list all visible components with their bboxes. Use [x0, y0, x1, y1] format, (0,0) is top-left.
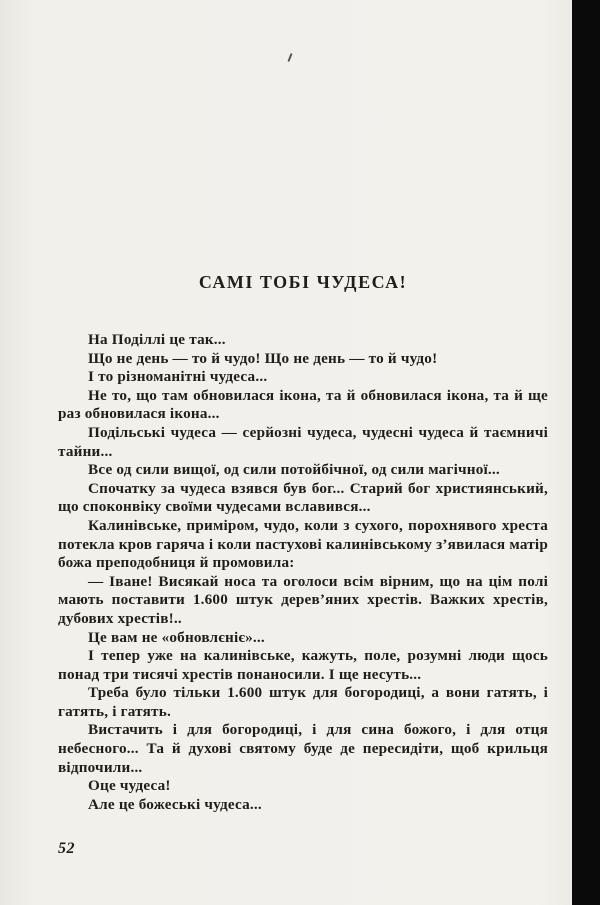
paragraph: Все од сили вищої, од сили потойбічної, од сили магічної... — [88, 461, 500, 479]
paragraph: Не то, що там обновилася ікона, та й обновилася ікона, та й ще раз обновилася ікона... — [58, 386, 548, 423]
paragraph: І тепер уже на калинівське, кажуть, поле, розумні люди щось понад три тисячі хрестів понаносили. І ще несуть... — [58, 647, 548, 683]
body-text — [58, 331, 548, 814]
paragraph: Це вам не «обновлєніє»... — [88, 628, 265, 646]
chapter-title: САМІ ТОБІ ЧУДЕСА! — [198, 272, 408, 292]
paragraph: Що не день — то й чудо! Що не день — то й чудо! — [88, 349, 438, 367]
page-content — [58, 0, 548, 814]
paragraph: Треба було тільки 1.600 штук для богородиці, а вони гатять, і гатять, і гатять. — [58, 684, 548, 720]
paragraph: — Іване! Висякай носа та оголоси всім вірним, що на цім полі мають поставити 1.600 штук дерев’яних хрестів. Важких хрестів, дубових хрестів!.. — [58, 572, 548, 627]
paragraph: На Поділлі це так... — [88, 331, 226, 348]
paragraph: Оце чудеса! — [88, 777, 171, 795]
scan-edge-bar — [572, 0, 600, 905]
paragraph: Але це божеські чудеса... — [88, 795, 262, 813]
paragraph: Вистачить і для богородиці, і для сина божого, і для отця небесного... Та й духові святому буде де пересидіти, щоб крильця відпочили... — [58, 721, 548, 776]
paragraph: І то різноманітні чудеса... — [88, 368, 268, 386]
page-number: 52 — [58, 840, 75, 857]
paragraph: Подільські чудеса — серйозні чудеса, чудесні чудеса й таємничі тайни... — [58, 423, 548, 460]
paragraph: Калинівське, приміром, чудо, коли з сухого, порохнявого хреста потекла кров гаряча і коли пастухові калинівському з’явилася матір божа преподобниця й промовила: — [58, 516, 548, 572]
paragraph: Спочатку за чудеса взявся був бог... Старий бог християнський, що споконвіку своїми чудесами вславився... — [58, 479, 548, 516]
